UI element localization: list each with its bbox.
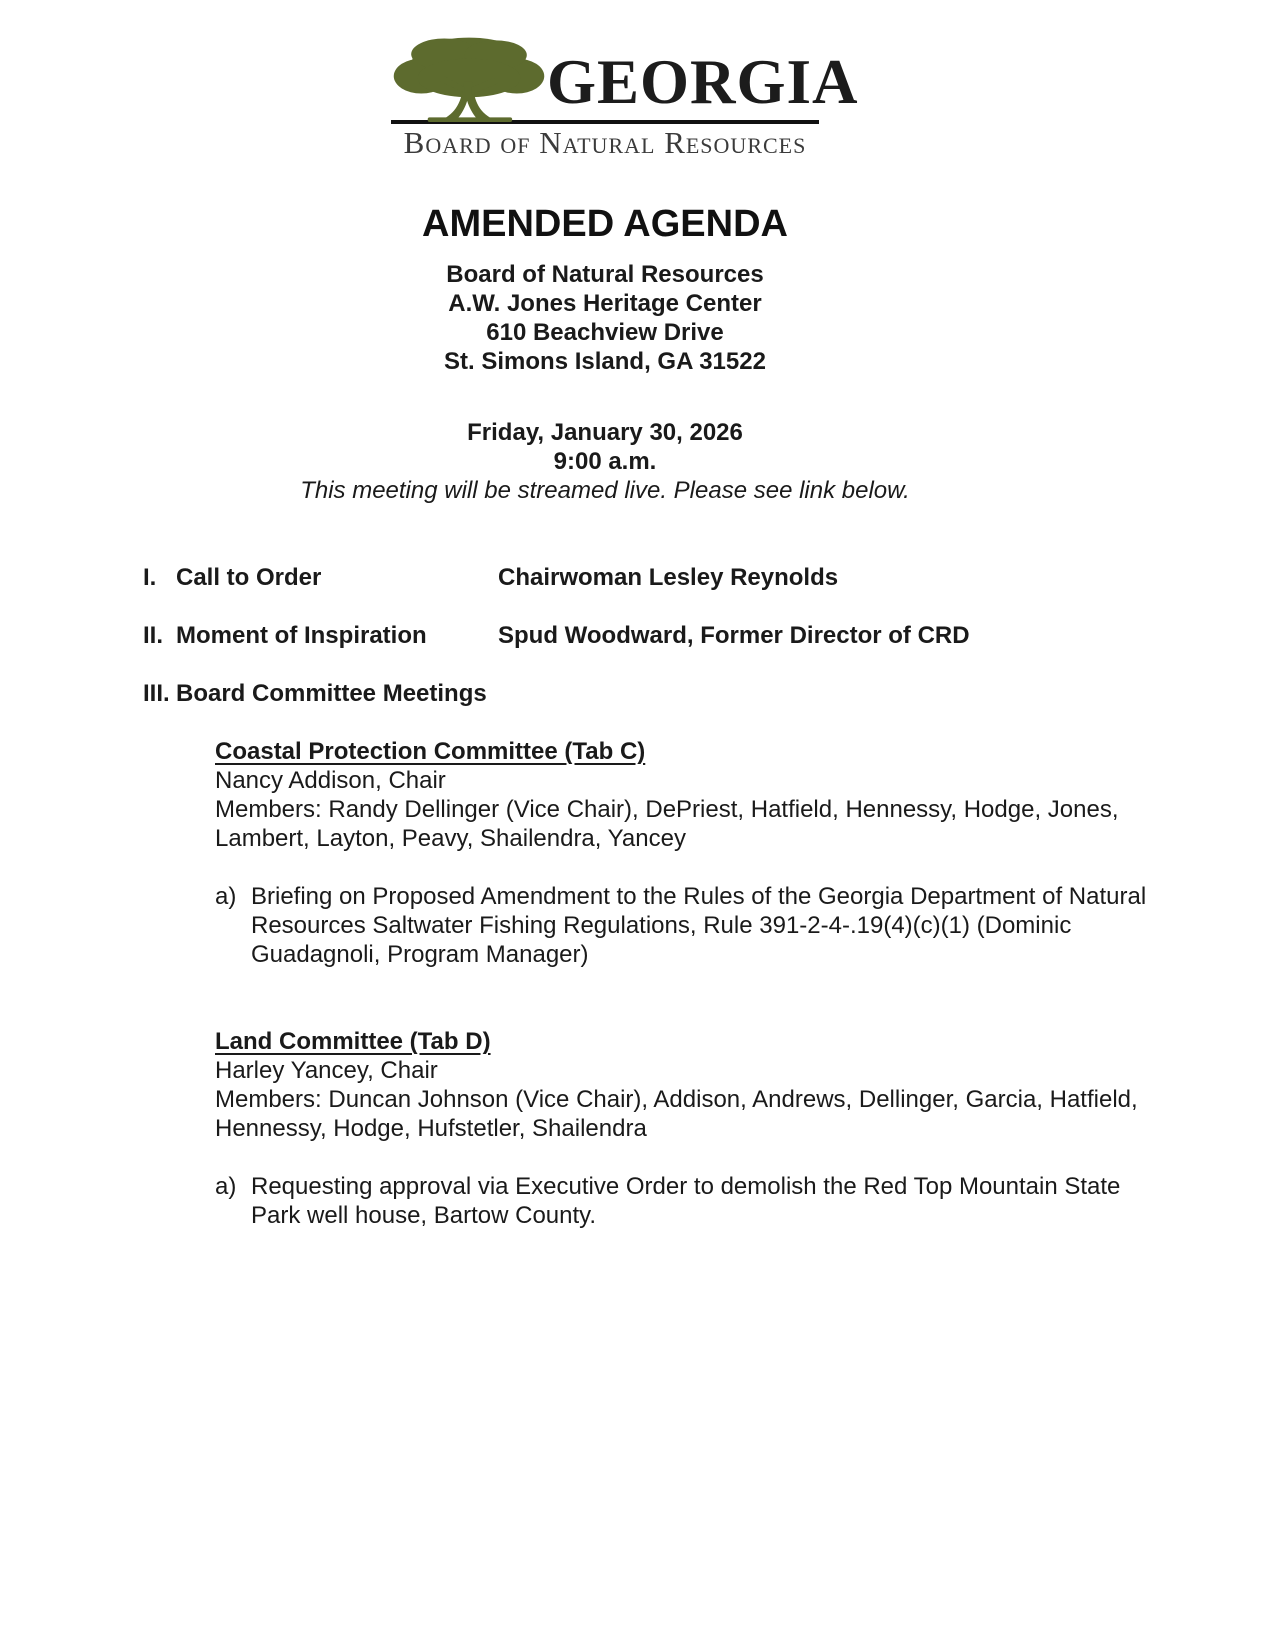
item-text (251, 1172, 1275, 1230)
agenda-numeral: I. (143, 564, 157, 591)
item-text-line: Requesting approval via Executive Order to demolish the Red Top Mountain State (251, 1173, 1121, 1200)
item-text-line: Briefing on Proposed Amendment to the Rules of the Georgia Department of Natural (251, 883, 1147, 910)
agenda-item-presenter: Spud Woodward, Former Director of CRD (498, 622, 970, 649)
item-text (251, 882, 1275, 969)
committee-chair: Harley Yancey, Chair (215, 1057, 438, 1084)
venue-line: A.W. Jones Heritage Center (448, 290, 762, 317)
committee-members-line: Members: Randy Dellinger (Vice Chair), DePriest, Hatfield, Hennessy, Hodge, Jones, (215, 796, 1119, 823)
item-label: a) (215, 1173, 237, 1200)
committee-coastal-protection (215, 737, 1275, 969)
agenda-item-moment-of-inspiration (143, 621, 1275, 650)
agenda-item-presenter (498, 679, 1275, 708)
agenda-numeral: II. (143, 622, 164, 649)
item-label: a) (215, 883, 237, 910)
meeting-date: Friday, January 30, 2026 (467, 419, 743, 446)
org-name-line: Board of Natural Resources (446, 261, 764, 288)
city-line: St. Simons Island, GA 31522 (444, 348, 766, 375)
committee-land (215, 1027, 1275, 1230)
stream-note: This meeting will be streamed live. Please see link below. (300, 477, 910, 504)
agenda-item-title: Board Committee Meetings (176, 680, 487, 707)
agenda-body (0, 563, 1275, 1230)
committee-members-line: Lambert, Layton, Peavy, Shailendra, Yancey (215, 825, 686, 852)
committee-agenda-item (215, 882, 1275, 969)
committee-name: Land Committee (Tab D) (215, 1028, 491, 1055)
item-text-line: Park well house, Bartow County. (251, 1202, 597, 1229)
logo-brand-text: GEORGIA (547, 47, 859, 117)
oak-tree-icon (391, 30, 547, 122)
street-line: 610 Beachview Drive (486, 319, 724, 346)
page-title: AMENDED AGENDA (422, 203, 788, 245)
agenda-item-title: Call to Order (176, 564, 322, 591)
committee-chair: Nancy Addison, Chair (215, 767, 446, 794)
agenda-item-call-to-order (143, 563, 1275, 592)
item-text-line: Guadagnoli, Program Manager) (251, 941, 589, 968)
meeting-time: 9:00 a.m. (553, 448, 657, 475)
committee-agenda-item (215, 1172, 1275, 1230)
agenda-item-title: Moment of Inspiration (176, 622, 427, 649)
datetime-block (0, 418, 1210, 505)
item-text-line: Resources Saltwater Fishing Regulations, Rule 391-2-4-.19(4)(c)(1) (Dominic (251, 912, 1072, 939)
document-header (0, 0, 1210, 505)
location-block (0, 260, 1210, 376)
committee-members-line: Hennessy, Hodge, Hufstetler, Shailendra (215, 1115, 647, 1142)
committee-members-line: Members: Duncan Johnson (Vice Chair), Addison, Andrews, Dellinger, Garcia, Hatfield, (215, 1086, 1138, 1113)
georgia-dnr-logo (391, 38, 859, 160)
logo-subtitle-text: Board of Natural Resources (403, 125, 807, 160)
agenda-numeral: III. (143, 680, 170, 707)
agenda-item-presenter: Chairwoman Lesley Reynolds (498, 564, 839, 591)
logo-top-row (391, 38, 859, 124)
agenda-item-board-committee-meetings (143, 679, 1275, 708)
committee-name: Coastal Protection Committee (Tab C) (215, 738, 646, 765)
